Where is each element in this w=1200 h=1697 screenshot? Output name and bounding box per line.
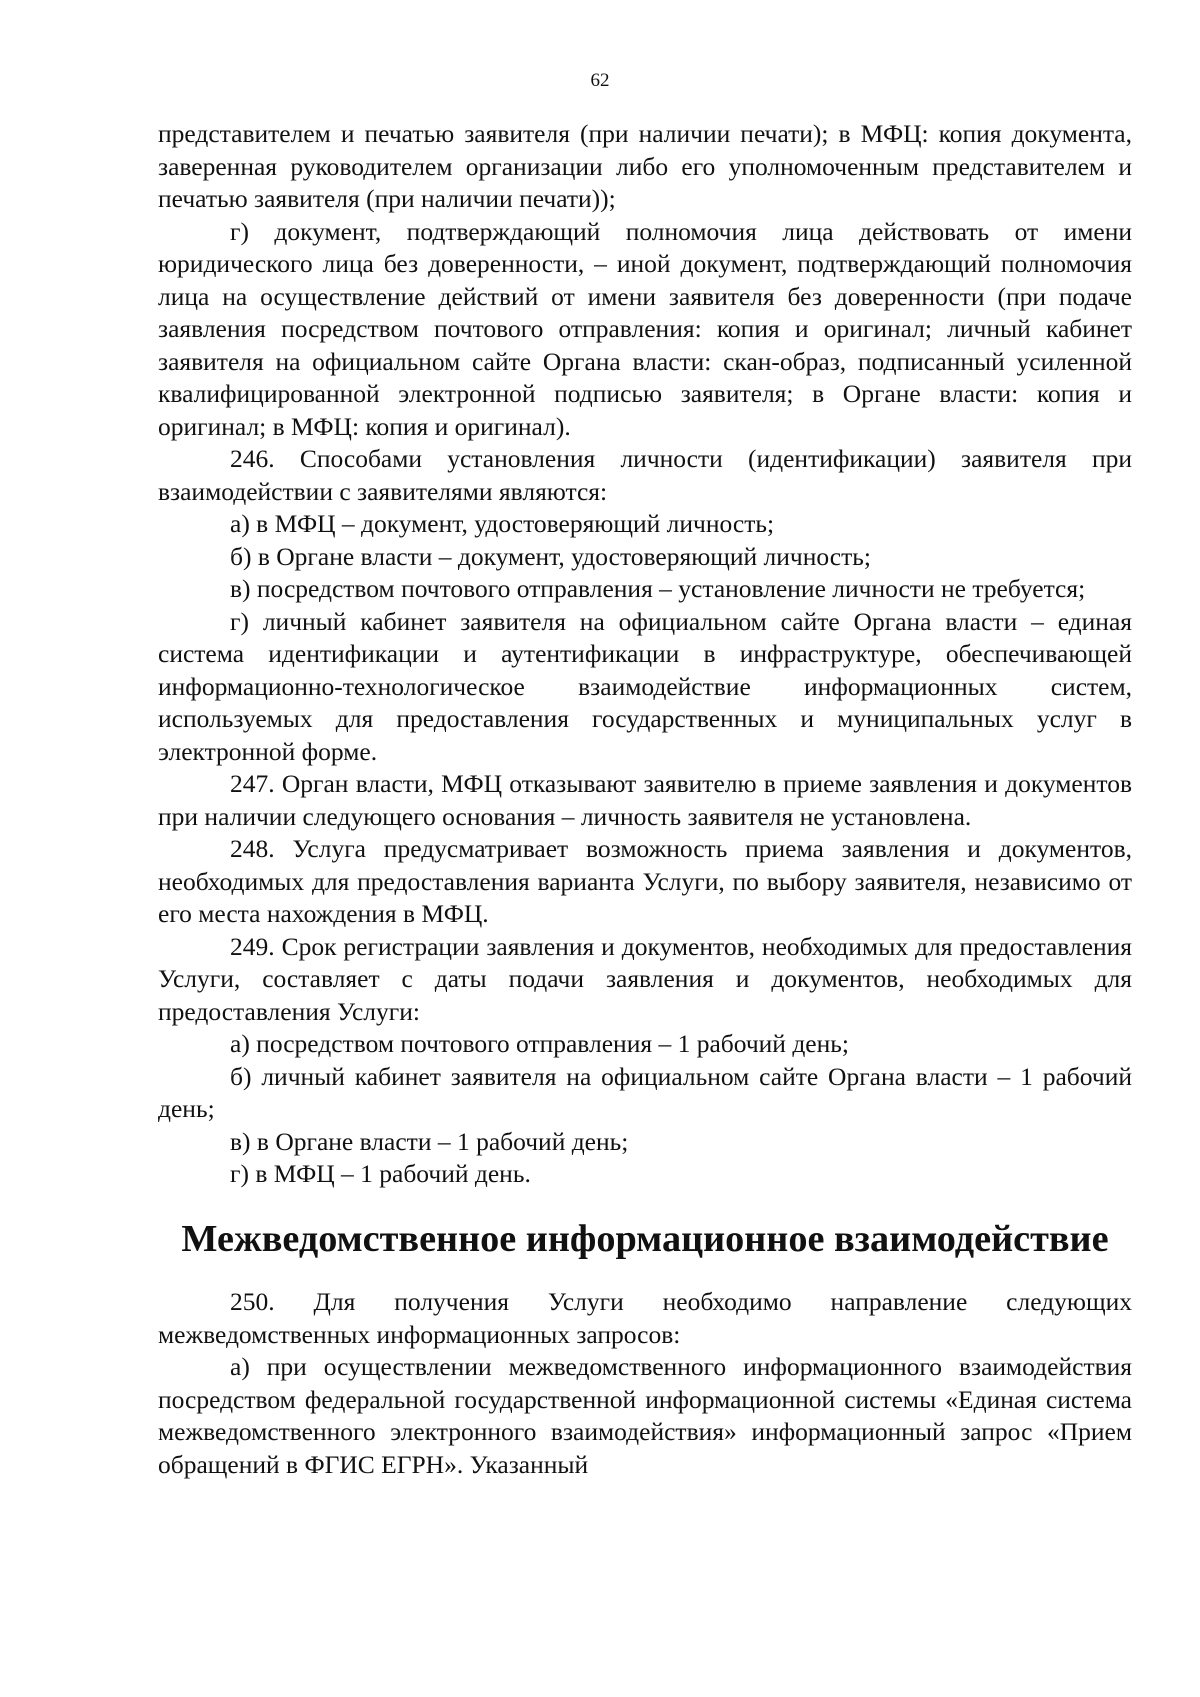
- list-item: г) в МФЦ – 1 рабочий день.: [230, 1159, 531, 1188]
- section-heading: Межведомственное информационное взаимодействие: [181, 1217, 1109, 1260]
- list-item: а) в МФЦ – документ, удостоверяющий личность;: [230, 509, 775, 538]
- document-body: [158, 118, 1132, 1481]
- list-item: а) посредством почтового отправления – 1 рабочий день;: [230, 1029, 849, 1058]
- list-item: в) посредством почтового отправления – установление личности не требуется;: [230, 574, 1086, 603]
- paragraph: 249. Срок регистрации заявления и документов, необходимых для предоставления Услуги, составляет с даты подачи заявления и документов, необходимых для предоставления Услуги:: [158, 931, 1132, 1026]
- paragraph: 248. Услуга предусматривает возможность приема заявления и документов, необходимых для предоставления варианта Услуги, по выбору заявителя, независимо от его места нахождения в МФЦ.: [158, 834, 1132, 928]
- list-item: а) при осуществлении межведомственного информационного взаимодействия посредством федеральной государственной информационной системы «Единая система межведомственного электронного взаимодействия» информационный запрос «Прием обращений в ФГИС ЕГРН». Указанный: [158, 1352, 1132, 1479]
- paragraph: 247. Орган власти, МФЦ отказывают заявителю в приеме заявления и документов при наличии следующего основания – личность заявителя не установлена.: [158, 769, 1132, 831]
- list-item: в) в Органе власти – 1 рабочий день;: [230, 1126, 629, 1156]
- list-item: б) личный кабинет заявителя на официальном сайте Органа власти – 1 рабочий день;: [158, 1061, 1132, 1123]
- list-item: б) в Органе власти – документ, удостоверяющий личность;: [230, 541, 871, 571]
- paragraph: 250. Для получения Услуги необходимо направление следующих межведомственных информационных запросов:: [158, 1287, 1132, 1349]
- paragraph: г) документ, подтверждающий полномочия лица действовать от имени юридического лица без доверенности, – иной документ, подтверждающий полномочия лица на осуществление действий от имени заявителя без доверенности (при подаче заявления посредством почтового отправления: копия и оригинал; личный кабинет заявителя на официальном сайте Органа власти: скан-образ, подписанный усиленной квалифицированной электронной подписью заявителя; в Органе власти: копия и оригинал; в МФЦ: копия и оригинал).: [158, 216, 1132, 441]
- paragraph: 246. Способами установления личности (идентификации) заявителя при взаимодействии с заявителями являются:: [158, 444, 1132, 506]
- list-item: г) личный кабинет заявителя на официальном сайте Органа власти – единая система идентификации и аутентификации в инфраструктуре, обеспечивающей информационно-технологическое взаимодействие информационных систем, используемых для предоставления государственных и муниципальных услуг в электронной форме.: [158, 606, 1132, 766]
- page-number: 62: [590, 70, 610, 91]
- paragraph: представителем и печатью заявителя (при наличии печати); в МФЦ: копия документа, заверенная руководителем организации либо его уполномоченным представителем и печатью заявителя (при наличии печати));: [158, 119, 1132, 213]
